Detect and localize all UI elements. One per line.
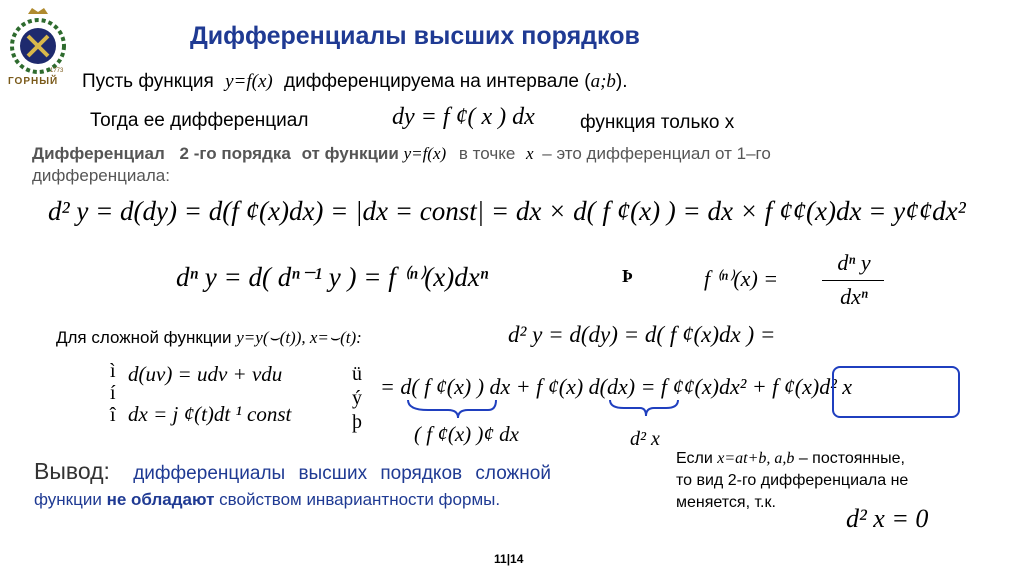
dx-not-const: dx = j ¢(t)dt ¹ const: [128, 402, 292, 426]
intro-text-mid: дифференцируема на интервале (: [284, 71, 591, 92]
intro-line-2-post: функция только x: [580, 112, 735, 133]
intro-text: Пусть функция: [82, 71, 214, 92]
complex-label-text: Для сложной функции: [56, 328, 232, 347]
product-rule: d(uv) = udv + vdu: [128, 362, 283, 386]
nth-derivative-lhs: f ⁽ⁿ⁾(x) =: [704, 266, 779, 291]
note-formula: d² x = 0: [846, 504, 929, 533]
complex-function-label: [56, 328, 362, 348]
university-logo: [6, 4, 70, 96]
conclusion-line-1: [34, 458, 551, 485]
definition-bold-1: Дифференциал: [32, 144, 165, 163]
conclusion-text-1: дифференциалы высших порядков сложной: [133, 463, 551, 484]
underbrace-label-1: ( f ¢(x) )¢ dx: [414, 422, 519, 446]
conclusion-label: Вывод:: [34, 458, 110, 484]
page-number: [494, 552, 523, 566]
intro-text-end: ).: [615, 71, 628, 92]
page-title: Дифференциалы высших порядков: [190, 22, 640, 50]
intro-line-1: [82, 71, 628, 93]
definition-bold-2: 2 -го порядка: [179, 144, 291, 163]
nth-derivative-numerator: dⁿ y: [837, 250, 871, 275]
highlight-box: [832, 366, 960, 418]
right-brace-top: ü: [352, 363, 362, 385]
right-brace-bot: þ: [352, 411, 362, 433]
note-line-2: то вид 2-го дифференциала не: [676, 472, 909, 489]
underbraces: [404, 398, 704, 422]
conclusion-line-2: [34, 490, 500, 510]
system-right-brace: [352, 362, 362, 434]
logo-year: 1773: [50, 68, 64, 74]
system-left-brace: [110, 360, 116, 426]
brace-bot: î: [110, 404, 116, 426]
nth-differential-formula: dⁿ y = d( dⁿ⁻¹ y ) = f ⁽ⁿ⁾(x)dxⁿ: [176, 262, 489, 292]
note-math: x=at+b, a,b: [717, 450, 795, 467]
logo-caption: ГОРНЫЙ: [8, 76, 59, 87]
second-differential-formula: d² y = d(dy) = d(f ¢(x)dx) = |dx = const| = dx × d( f ¢(x) ) = dx × f ¢¢(x)dx = y¢¢dx²: [48, 196, 966, 226]
definition-function: y=f(x): [403, 144, 447, 163]
conclusion-bold: не обладают: [106, 490, 215, 509]
note-line-1: [676, 448, 908, 470]
page-total: 14: [510, 552, 524, 566]
definition-line-2: дифференциала:: [32, 166, 170, 185]
note-pre: Если: [676, 450, 713, 467]
underbrace-label-2: d² x: [630, 428, 660, 450]
brace-mid: í: [110, 382, 116, 404]
first-differential-formula: dy = f ¢( x ) dx: [392, 104, 535, 130]
brace-top: ì: [110, 360, 116, 382]
definition-bold-3: от функции: [301, 144, 399, 163]
conclusion-text-2-pre: функции: [34, 490, 102, 509]
intro-line-2: Тогда ее дифференциал: [90, 110, 309, 131]
complex-second-differential: d² y = d(dy) = d( f ¢(x)dx ) =: [508, 322, 776, 347]
right-brace-mid: ý: [352, 387, 362, 409]
fraction-bar: [822, 280, 884, 281]
page-current: 11: [494, 552, 507, 566]
intro-function: y=f(x): [225, 71, 273, 92]
nth-derivative-denominator: dxⁿ: [840, 284, 868, 309]
definition-mid: в точке: [458, 144, 516, 163]
complex-expansion-formula: = d( f ¢(x) ) dx + f ¢(x) d(dx) = f ¢¢(x)dx² + f ¢(x)d² x: [380, 374, 853, 399]
definition-point: x: [526, 144, 534, 163]
page-separator: |: [506, 552, 511, 566]
complex-label-formula: y=y(⌣(t)), x=⌣(t):: [236, 328, 362, 347]
intro-interval: a;b: [590, 71, 616, 92]
definition-tail: – это дифференциал от 1–го: [542, 144, 771, 163]
definition-line-1: [32, 144, 771, 164]
implies-arrow: Þ: [622, 266, 633, 286]
conclusion-text-2-post: свойством инвариантности формы.: [219, 490, 501, 509]
note-post: – постоянные,: [798, 450, 905, 467]
note-line-3: меняется, т.к.: [676, 494, 776, 511]
